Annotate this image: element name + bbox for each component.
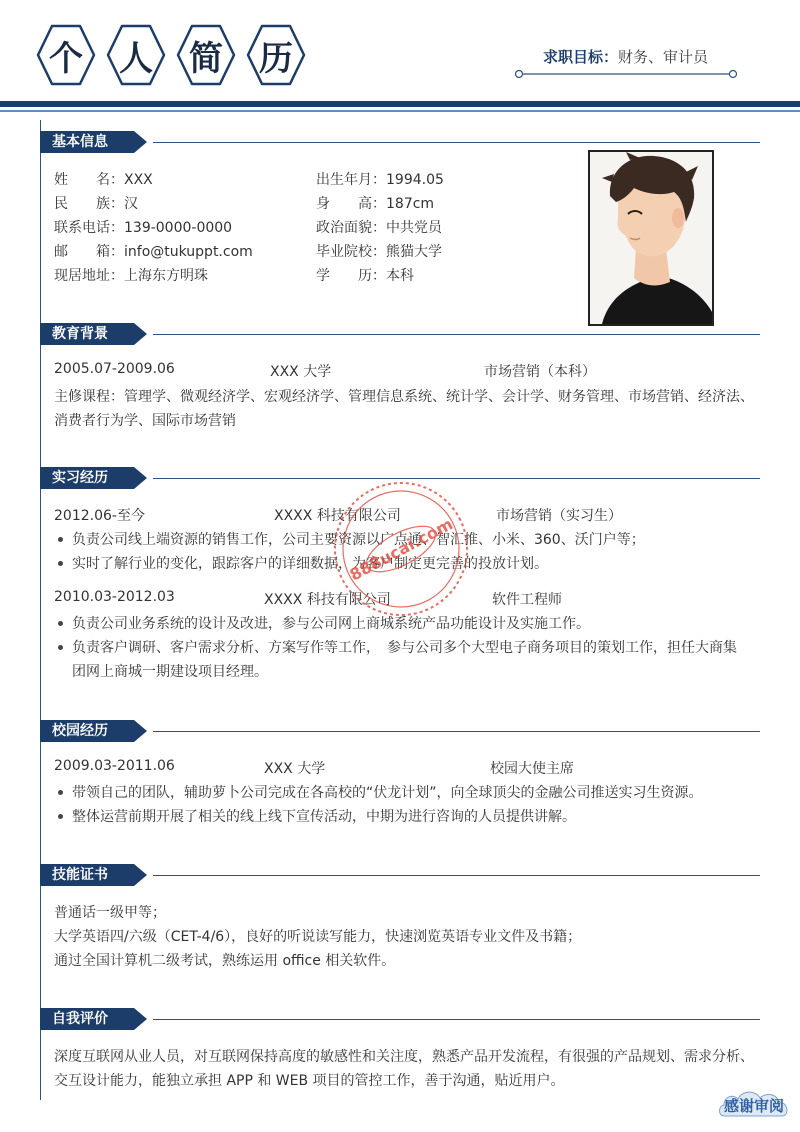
section-title: 技能证书 [40, 864, 134, 886]
section-arrow [134, 864, 147, 886]
list-item: 负责公司业务系统的设计及改进，参与公司网上商城系统产品功能设计及实施工作。 [72, 613, 590, 633]
section-self-eval [40, 1008, 760, 1030]
section-arrow [134, 323, 147, 345]
section-arrow [134, 467, 147, 489]
section-title: 基本信息 [40, 131, 134, 153]
list-item: 负责客户调研、客户需求分析、方案写作等工作， 参与公司多个大型电子商务项目的策划工作，担任大商集 [72, 637, 737, 657]
internship-date: 2010.03-2012.03 [54, 589, 175, 605]
section-education [40, 323, 760, 345]
badge-text: 感谢审阅 [723, 1097, 785, 1115]
education-courses-cont: 消费者行为学、国际市场营销 [54, 413, 236, 429]
title-hex-2: 人 [106, 24, 166, 86]
section-title: 校园经历 [40, 720, 134, 742]
list-item-cont: 团网上商城一期建设项目经理。 [72, 664, 268, 680]
thanks-badge [716, 1086, 792, 1122]
skill-item: 普通话一级甲等； [54, 905, 166, 921]
timeline-line [40, 120, 41, 1100]
skill-item: 通过全国计算机二级考试，熟练运用 office 相关软件。 [54, 953, 396, 969]
section-rule [153, 1019, 760, 1020]
header-divider-thick [0, 101, 800, 107]
objective-underline [514, 69, 738, 79]
section-rule [153, 731, 760, 732]
info-row: 学 历：本科 [316, 268, 414, 284]
section-rule [153, 142, 760, 143]
profile-photo [588, 150, 714, 326]
section-arrow [134, 720, 147, 742]
objective-value: 财务、审计员 [617, 48, 708, 66]
title-hex-3: 简 [176, 24, 236, 86]
list-item: 实时了解行业的变化，跟踪客户的详细数据，为客户制定更完善的投放计划。 [72, 553, 548, 573]
job-objective [543, 46, 708, 67]
title-hex-4: 历 [246, 24, 306, 86]
section-rule [153, 875, 760, 876]
info-row: 姓 名：XXX [54, 172, 153, 188]
internship-role: 市场营销（实习生） [496, 508, 622, 524]
section-campus [40, 720, 760, 742]
internship-company: XXXX 科技有限公司 [264, 592, 391, 608]
section-title: 教育背景 [40, 323, 134, 345]
info-row: 现居地址：上海东方明珠 [54, 268, 208, 284]
skill-item: 大学英语四/六级（CET-4/6），良好的听说读写能力，快速浏览英语专业文件及书籍； [54, 929, 582, 945]
section-title: 实习经历 [40, 467, 134, 489]
list-item: 整体运营前期开展了相关的线上线下宣传活动，中期为进行咨询的人员提供讲解。 [72, 806, 576, 826]
education-date: 2005.07-2009.06 [54, 361, 175, 377]
education-school: XXX 大学 [270, 364, 332, 380]
education-major: 市场营销（本科） [484, 364, 596, 380]
section-internship [40, 467, 760, 489]
internship-role: 软件工程师 [492, 592, 562, 608]
info-row: 毕业院校：熊猫大学 [316, 244, 442, 260]
section-title: 自我评价 [40, 1008, 134, 1030]
cloud-icon [716, 1086, 792, 1122]
section-skills [40, 864, 760, 886]
section-rule [153, 478, 760, 479]
self-eval-text-cont: 交互设计能力，能独立承担 APP 和 WEB 项目的管控工作，善于沟通，贴近用户。 [54, 1073, 565, 1089]
list-item: 带领自己的团队，辅助萝卜公司完成在各高校的“伏龙计划”，向全球顶尖的金融公司推送实习生资源。 [72, 782, 703, 802]
resume-title [36, 24, 306, 86]
internship-date: 2012.06-至今 [54, 508, 145, 524]
objective-label: 求职目标： [542, 48, 618, 66]
info-row: 民 族：汉 [54, 196, 138, 212]
campus-role: 校园大使主席 [490, 761, 574, 777]
info-row: 邮 箱：info@tukuppt.com [54, 244, 253, 260]
info-row: 政治面貌：中共党员 [316, 220, 442, 236]
campus-school: XXX 大学 [264, 761, 326, 777]
self-eval-text: 深度互联网从业人员，对互联网保持高度的敏感性和关注度，熟悉产品开发流程，有很强的产品规划、需求分析、 [54, 1049, 754, 1065]
header-divider-thin [0, 110, 800, 112]
watermark-text: 888ucai.com [346, 514, 456, 585]
info-row: 出生年月：1994.05 [316, 172, 444, 188]
section-arrow [134, 131, 147, 153]
campus-date: 2009.03-2011.06 [54, 758, 175, 774]
internship-company: XXXX 科技有限公司 [274, 508, 401, 524]
section-rule [153, 334, 760, 335]
info-row: 身 高：187cm [316, 196, 435, 212]
info-row: 联系电话：139-0000-0000 [54, 220, 233, 236]
title-hex-1: 个 [36, 24, 96, 86]
education-courses: 主修课程：管理学、微观经济学、宏观经济学、管理信息系统、统计学、会计学、财务管理、市场营销、经济法、 [54, 389, 754, 405]
section-arrow [134, 1008, 147, 1030]
list-item: 负责公司线上端资源的销售工作，公司主要资源以广点通、智汇推、小米、360、沃门户等； [72, 529, 645, 549]
